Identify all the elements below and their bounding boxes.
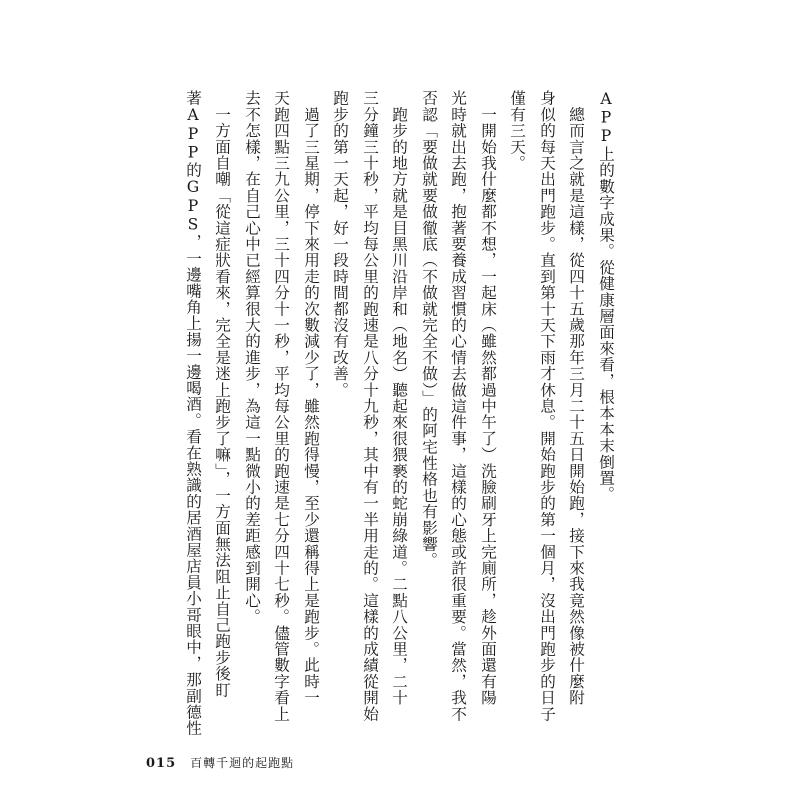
text-column-4: 僅有三天。 xyxy=(508,90,526,171)
page-footer xyxy=(146,754,294,771)
text-column-10: 跑步的第一天起，好一段時間都沒有改善。 xyxy=(331,90,349,398)
text-column-8: 跑步的地方就是目黑川沿岸和（地名）聽起來很猥褻的蛇崩綠道。二點八公里，二十 xyxy=(390,90,408,706)
running-title: 百轉千迴的起跑點 xyxy=(190,756,295,770)
text-column-3: 身似的每天出門跑步。直到第十天下雨才休息。開始跑步的第一個月，沒出門跑步的日子 xyxy=(538,90,556,722)
page-number: 015 xyxy=(146,756,177,771)
text-column-2: 總而言之就是這樣，從四十五歲那年三月二十五日開始跑，接下來我竟然像被什麼附 xyxy=(567,90,585,706)
text-column-7: 否認「要做就要做徹底（不做就完全不做）」的阿宅性格也有影響。 xyxy=(420,90,438,569)
text-column-9: 三分鐘三十秒，平均每公里的跑速是八分十九秒，其中有一半用走的。這樣的成績從開始 xyxy=(361,90,379,722)
text-column-14: 一方面自嘲「從這症狀看來，完全是迷上跑步了嘛」，一方面無法阻止自己跑步後盯 xyxy=(213,90,231,698)
text-column-11: 過了三星期，停下來用走的次數減少了，雖然跑得慢，至少還稱得上是跑步。此時一 xyxy=(302,90,320,706)
text-column-15: 著APP的GPS，一邊嘴角上揚一邊喝酒。看在熟識的居酒屋店員小哥眼中，那副德性 xyxy=(184,90,202,737)
text-column-1: APP上的數字成果。從健康層面來看，根本本末倒置。 xyxy=(597,90,615,503)
text-column-13: 去不怎樣，在自己心中已經算很大的進步，為這一點微小的差距感到開心。 xyxy=(243,90,261,625)
text-column-12: 天跑四點三九公里，三十四分十一秒，平均每公里的跑速是七分四十七秒。儘管數字看上 xyxy=(272,90,290,722)
text-column-5: 一開始我什麼都不想，一起床（雖然都過中午了）洗臉刷牙上完廁所，趁外面還有陽 xyxy=(479,90,497,706)
text-column-6: 光時就出去跑，抱著要養成習慣的心情去做這件事，這樣的心態或許很重要。當然，我不 xyxy=(449,90,467,722)
